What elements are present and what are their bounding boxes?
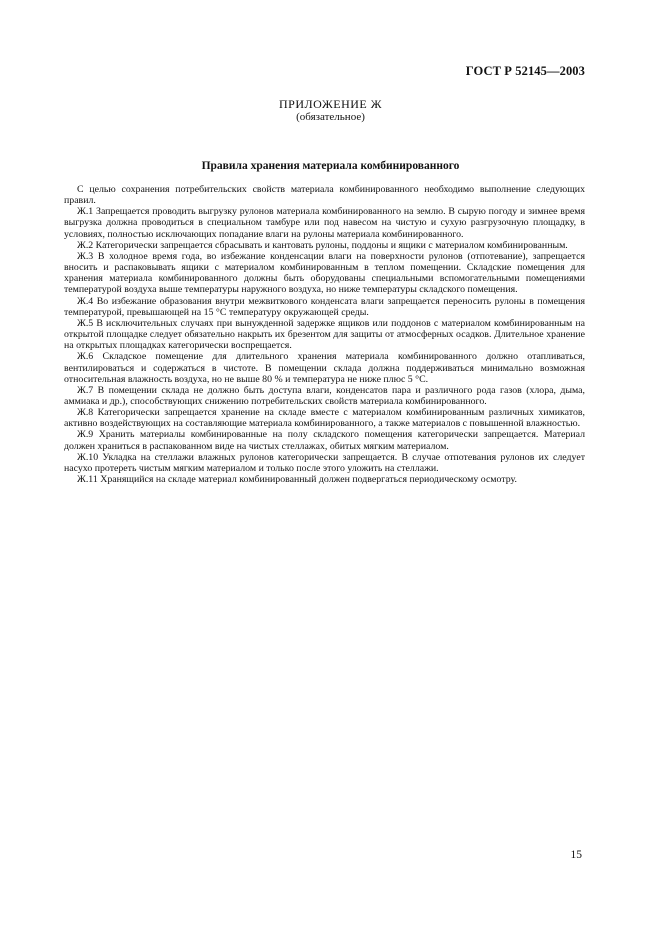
page-number: 15 bbox=[570, 849, 582, 861]
rule-paragraph-6: Ж.6 Складское помещение для длительного хранения материала комбинированного должно отапливаться, вентилироваться и содержаться в чистоте. В помещении склада должна поддерживаться минимально возможная относительная влажность воздуха, но не выше 80 % и температура не ниже плюс 5 °С. bbox=[64, 351, 585, 385]
rule-paragraph-1: Ж.1 Запрещается проводить выгрузку рулонов материала комбинированного на землю. В сырую погоду и зимнее время выгрузка должна проводиться в специальном тамбуре или под навесом на чистую и сухую разгрузочную площадку, в условиях, полностью исключающих попадание влаги на рулоны материала комбинированного. bbox=[64, 206, 585, 240]
rule-paragraph-8: Ж.8 Категорически запрещается хранение на складе вместе с материалом комбинированным различных химикатов, активно воздействующих на составляющие материала комбинированного, а также материалов с повышенной влажностью. bbox=[64, 407, 585, 430]
document-title: Правила хранения материала комбинированного bbox=[201, 160, 460, 172]
rule-paragraph-10: Ж.10 Укладка на стеллажи влажных рулонов категорически запрещается. В случае отпотевания рулонов их следует насухо протереть чистым мягким материалом и только после этого уложить на стеллажи. bbox=[64, 451, 585, 474]
appendix-title: ПРИЛОЖЕНИЕ Ж bbox=[278, 97, 382, 111]
rule-paragraph-11: Ж.11 Хранящийся на складе материал комбинированный должен подвергаться периодическому осмотру. bbox=[77, 474, 517, 486]
rule-paragraph-7: Ж.7 В помещении склада не должно быть доступа влаги, конденсатов пара и различного рода газов (хлора, дыма, аммиака и др.), способствующих снижению потребительских свойств материала комбинированного. bbox=[64, 384, 585, 407]
rule-paragraph-9: Ж.9 Хранить материалы комбинированные на полу складского помещения категорически запрещается. Материал должен храниться в распакованном виде на чистых стеллажах, обитых мягким материалом. bbox=[64, 429, 585, 452]
rule-paragraph-5: Ж.5 В исключительных случаях при вынужденной задержке ящиков или поддонов с материалом комбинированным на открытой площадке следует обязательно накрыть их брезентом для защиты от атмосферных осадков. Длительное хранение на открытых площадках категорически воспрещается. bbox=[64, 317, 585, 352]
rule-paragraph-3: Ж.3 В холодное время года, во избежание конденсации влаги на поверхности рулонов (отпотевание), запрещается вносить и распаковывать ящики с материалом комбинированным в теплом помещении. Складские помещения для хранения материала комбинированного должны быть оборудованы специальными вспомогательными помещениями температурой воздуха выше температуры наружного воздуха, но ниже температуры складского помещения. bbox=[64, 250, 585, 296]
appendix-note: (обязательное) bbox=[296, 111, 365, 123]
rule-paragraph-2: Ж.2 Категорически запрещается сбрасывать и кантовать рулоны, поддоны и ящики с материалом комбинированным. bbox=[77, 239, 568, 251]
document-body bbox=[64, 184, 585, 485]
standard-id: ГОСТ Р 52145—2003 bbox=[465, 64, 585, 78]
rule-paragraph-4: Ж.4 Во избежание образования внутри межвиткового конденсата влаги запрещается переносить рулоны в помещения температурой, превышающей на 15 °С температуру окружающей среды. bbox=[64, 295, 585, 318]
intro-paragraph: С целью сохранения потребительских свойств материала комбинированного необходимо выполнение следующих правил. bbox=[64, 184, 585, 207]
